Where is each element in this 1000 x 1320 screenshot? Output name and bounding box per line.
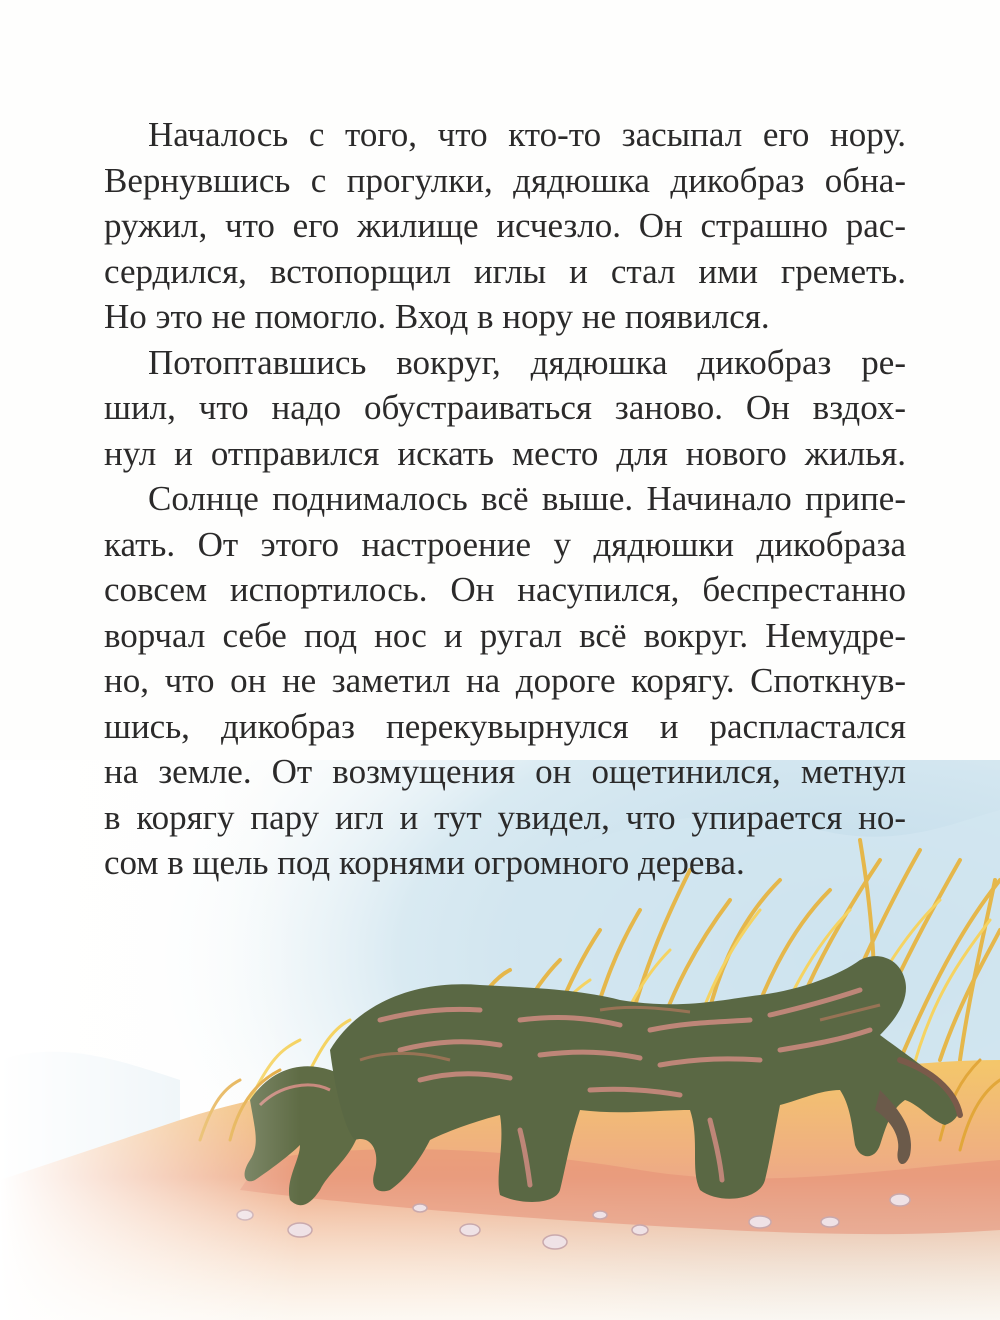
text-line: Солнце поднималось всё выше. Начинало припе- [148,479,906,518]
text-line: шись, дикобраз перекувырнулся и распластался [104,706,906,746]
paragraph-2 [104,340,906,477]
text-line: кать. От этого настроение у дядюшки дикобраза [104,524,906,564]
paragraph-3 [104,476,906,886]
text-line: Вернувшись с прогулки, дядюшка дикобраз обна- [104,160,906,200]
text-line: Но это не помогло. Вход в нору не появился. [104,297,770,336]
text-line: сердился, встопорщил иглы и стал ими греметь. [104,251,906,291]
text-line: шил, что надо обустраиваться заново. Он вздох- [104,388,906,427]
text-line: но, что он не заметил на дороге корягу. Споткнув- [104,661,906,700]
text-line: нул и отправился искать место для нового жилья. [104,433,906,473]
story-text [104,112,906,886]
text-line: Началось с того, что кто-то засыпал его нору. [148,115,906,154]
text-line: ворчал себе под нос и ругал всё вокруг. Немудре- [104,615,906,655]
text-line: Потоптавшись вокруг, дядюшка дикобраз ре- [148,342,906,382]
text-line: сом в щель под корнями огромного дерева. [104,843,745,882]
text-line: ружил, что его жилище исчезло. Он страшно рас- [104,206,906,245]
paragraph-1 [104,112,906,340]
text-line: совсем испортилось. Он насупился, беспрестанно [104,570,906,609]
text-line: в корягу пару игл и тут увидел, что упирается но- [104,797,906,837]
text-line: на земле. От возмущения он ощетинился, метнул [104,752,906,791]
